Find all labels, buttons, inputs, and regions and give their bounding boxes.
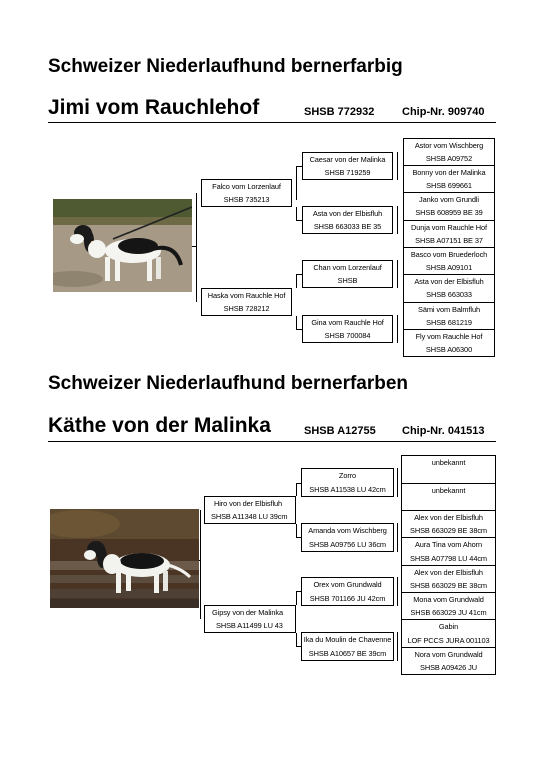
pedigree-connector bbox=[296, 524, 297, 538]
great-grandparent-name: Alex von der Elbisfluh bbox=[414, 513, 483, 522]
great-grandparent-name: unbekannt bbox=[431, 486, 466, 495]
pedigree-connector bbox=[397, 523, 398, 552]
dog-photo-1 bbox=[53, 199, 192, 292]
pedigree-separator bbox=[401, 483, 496, 484]
pedigree-connector bbox=[296, 591, 301, 592]
great-grandparent-name: Nora vom Grundwald bbox=[414, 650, 483, 659]
pedigree-connector bbox=[200, 510, 201, 619]
parent-name: Haska vom Rauchle Hof bbox=[207, 291, 286, 300]
heading-rule-2 bbox=[48, 441, 496, 442]
pedigree-connector bbox=[397, 152, 398, 180]
grandparent-name: Amanda vom Wischberg bbox=[308, 526, 387, 535]
great-grandparent-reg: SHSB A07151 BE 37 bbox=[415, 236, 483, 245]
great-grandparent-name: Dunja vom Rauchle Hof bbox=[411, 223, 487, 232]
great-grandparent-reg: SHSB 663029 JU 41cm bbox=[410, 608, 487, 617]
parent-name: Hiro von der Elbisfluh bbox=[214, 499, 283, 508]
parent-name: Falco vom Lorzenlauf bbox=[212, 182, 281, 191]
great-grandparent-reg: SHSB A09752 bbox=[425, 154, 473, 163]
pedigree-connector bbox=[199, 560, 201, 561]
great-grandparent-reg: SHSB 663033 bbox=[426, 290, 472, 299]
parent-name: Gipsy von der Malinka bbox=[212, 608, 284, 617]
great-grandparent-name: Asta von der Elbisfluh bbox=[414, 277, 484, 286]
pedigree-connector bbox=[296, 274, 297, 288]
great-grandparent-reg: SHSB 608959 BE 39 bbox=[415, 208, 483, 217]
grandparent-name: Chan vom Lorzenlauf bbox=[313, 263, 382, 272]
grandparent-name: Gina vom Rauchle Hof bbox=[311, 318, 384, 327]
pedigree-separator bbox=[401, 647, 496, 648]
pedigree-separator bbox=[403, 274, 495, 275]
pedigree-connector bbox=[397, 260, 398, 288]
pedigree-connector bbox=[296, 274, 302, 275]
grandparent-reg: SHSB 701166 JU 42cm bbox=[309, 594, 386, 603]
grandparent-reg: SHSB 700084 bbox=[324, 331, 371, 340]
dog-name-2: Käthe von der Malinka bbox=[48, 414, 271, 437]
pedigree-separator bbox=[403, 329, 495, 330]
parent-reg: SHSB A11499 LU 43 bbox=[216, 621, 283, 630]
pedigree-connector bbox=[296, 166, 302, 167]
pedigree-connector bbox=[296, 633, 297, 646]
dog-shsb-2: SHSB A12755 bbox=[304, 425, 376, 437]
pedigree-connector bbox=[296, 166, 297, 200]
grandparent-name: Zorro bbox=[338, 471, 357, 480]
pedigree-connector bbox=[296, 316, 297, 329]
great-grandparent-reg: SHSB A06300 bbox=[425, 345, 473, 354]
pedigree-connector bbox=[196, 193, 197, 302]
grandparent-name: Ika du Moulin de Chavenne bbox=[303, 635, 392, 644]
pedigree-connector bbox=[192, 246, 196, 247]
great-grandparent-name: Bonny von der Malinka bbox=[412, 168, 486, 177]
pedigree-separator bbox=[401, 510, 496, 511]
dog-photo-2 bbox=[50, 509, 199, 608]
great-grandparent-name: Mona vom Grundwald bbox=[413, 595, 484, 604]
grandparent-reg: SHSB 663033 BE 35 bbox=[313, 222, 382, 231]
pedigree-separator bbox=[403, 165, 495, 166]
grandparent-reg: SHSB A10657 BE 39cm bbox=[308, 649, 387, 658]
great-grandparent-reg: SHSB 663029 BE 38cm bbox=[410, 581, 487, 590]
grandparent-reg: SHSB bbox=[337, 276, 358, 285]
great-grandparent-name: Alex von der Elbisfluh bbox=[414, 568, 483, 577]
pedigree-connector bbox=[296, 591, 297, 605]
pedigree-connector bbox=[296, 537, 301, 538]
pedigree-separator bbox=[401, 537, 496, 538]
dog-name-1: Jimi vom Rauchlehof bbox=[48, 96, 260, 119]
pedigree-connector bbox=[397, 315, 398, 343]
great-grandparent-reg: SHSB A09101 bbox=[425, 263, 473, 272]
pedigree-connector bbox=[296, 483, 297, 496]
grandparent-name: Orex vom Grundwald bbox=[313, 580, 382, 589]
grandparent-name: Caesar von der Malinka bbox=[309, 155, 386, 164]
great-grandparent-name: Astor vom Wischberg bbox=[414, 141, 484, 150]
pedigree-connector bbox=[397, 468, 398, 497]
great-grandparent-name: Fly vom Rauchle Hof bbox=[415, 332, 483, 341]
great-grandparent-name: Sämi vom Balmfluh bbox=[418, 305, 480, 314]
breed-heading-2: Schweizer Niederlaufhund bernerfarben bbox=[48, 373, 409, 394]
pedigree-connector bbox=[397, 577, 398, 606]
pedigree-separator bbox=[403, 220, 495, 221]
grandparent-reg: SHSB 719259 bbox=[324, 168, 371, 177]
grandparent-reg: SHSB A11538 LU 42cm bbox=[309, 485, 386, 494]
great-grandparent-name: Aura Tina vom Ahorn bbox=[414, 540, 483, 549]
great-grandparent-name: Janko vom Grundli bbox=[419, 195, 479, 204]
pedigree-separator bbox=[403, 302, 495, 303]
pedigree-connector bbox=[296, 220, 302, 221]
dog-chip-2: Chip-Nr. 041513 bbox=[402, 425, 485, 437]
parent-reg: SHSB 728212 bbox=[223, 304, 270, 313]
pedigree-separator bbox=[401, 592, 496, 593]
great-grandparent-reg: SHSB A07798 LU 44cm bbox=[410, 554, 487, 563]
grandparent-name: Asta von der Elbisfluh bbox=[312, 209, 383, 218]
pedigree-separator bbox=[403, 247, 495, 248]
heading-rule-1 bbox=[48, 122, 496, 123]
great-grandparent-reg: LOF PCCS JURA 001103 bbox=[407, 636, 490, 645]
pedigree-connector bbox=[296, 483, 301, 484]
grandparent-reg: SHSB A09756 LU 36cm bbox=[309, 540, 386, 549]
pedigree-connector bbox=[296, 646, 301, 647]
great-grandparent-reg: SHSB A09426 JU bbox=[420, 663, 477, 672]
great-grandparent-reg: SHSB 681219 bbox=[426, 318, 472, 327]
parent-reg: SHSB 735213 bbox=[223, 195, 270, 204]
pedigree-connector bbox=[397, 206, 398, 234]
pedigree-separator bbox=[403, 192, 495, 193]
great-grandparent-name: Gabin bbox=[438, 622, 459, 631]
pedigree-separator bbox=[401, 565, 496, 566]
pedigree-connector bbox=[296, 207, 297, 220]
great-grandparent-name: Basco vom Bruederloch bbox=[410, 250, 488, 259]
great-grandparent-reg: SHSB 663029 BE 38cm bbox=[410, 526, 487, 535]
breed-heading-1: Schweizer Niederlaufhund bernerfarbig bbox=[48, 56, 403, 77]
parent-reg: SHSB A11348 LU 39cm bbox=[211, 512, 288, 521]
pedigree-separator bbox=[401, 619, 496, 620]
dog-shsb-1: SHSB 772932 bbox=[304, 106, 375, 118]
great-grandparent-reg: SHSB 699661 bbox=[426, 181, 472, 190]
great-grandparent-name: unbekannt bbox=[431, 458, 466, 467]
dog-chip-1: Chip-Nr. 909740 bbox=[402, 106, 485, 118]
pedigree-connector bbox=[296, 329, 302, 330]
pedigree-connector bbox=[397, 632, 398, 661]
